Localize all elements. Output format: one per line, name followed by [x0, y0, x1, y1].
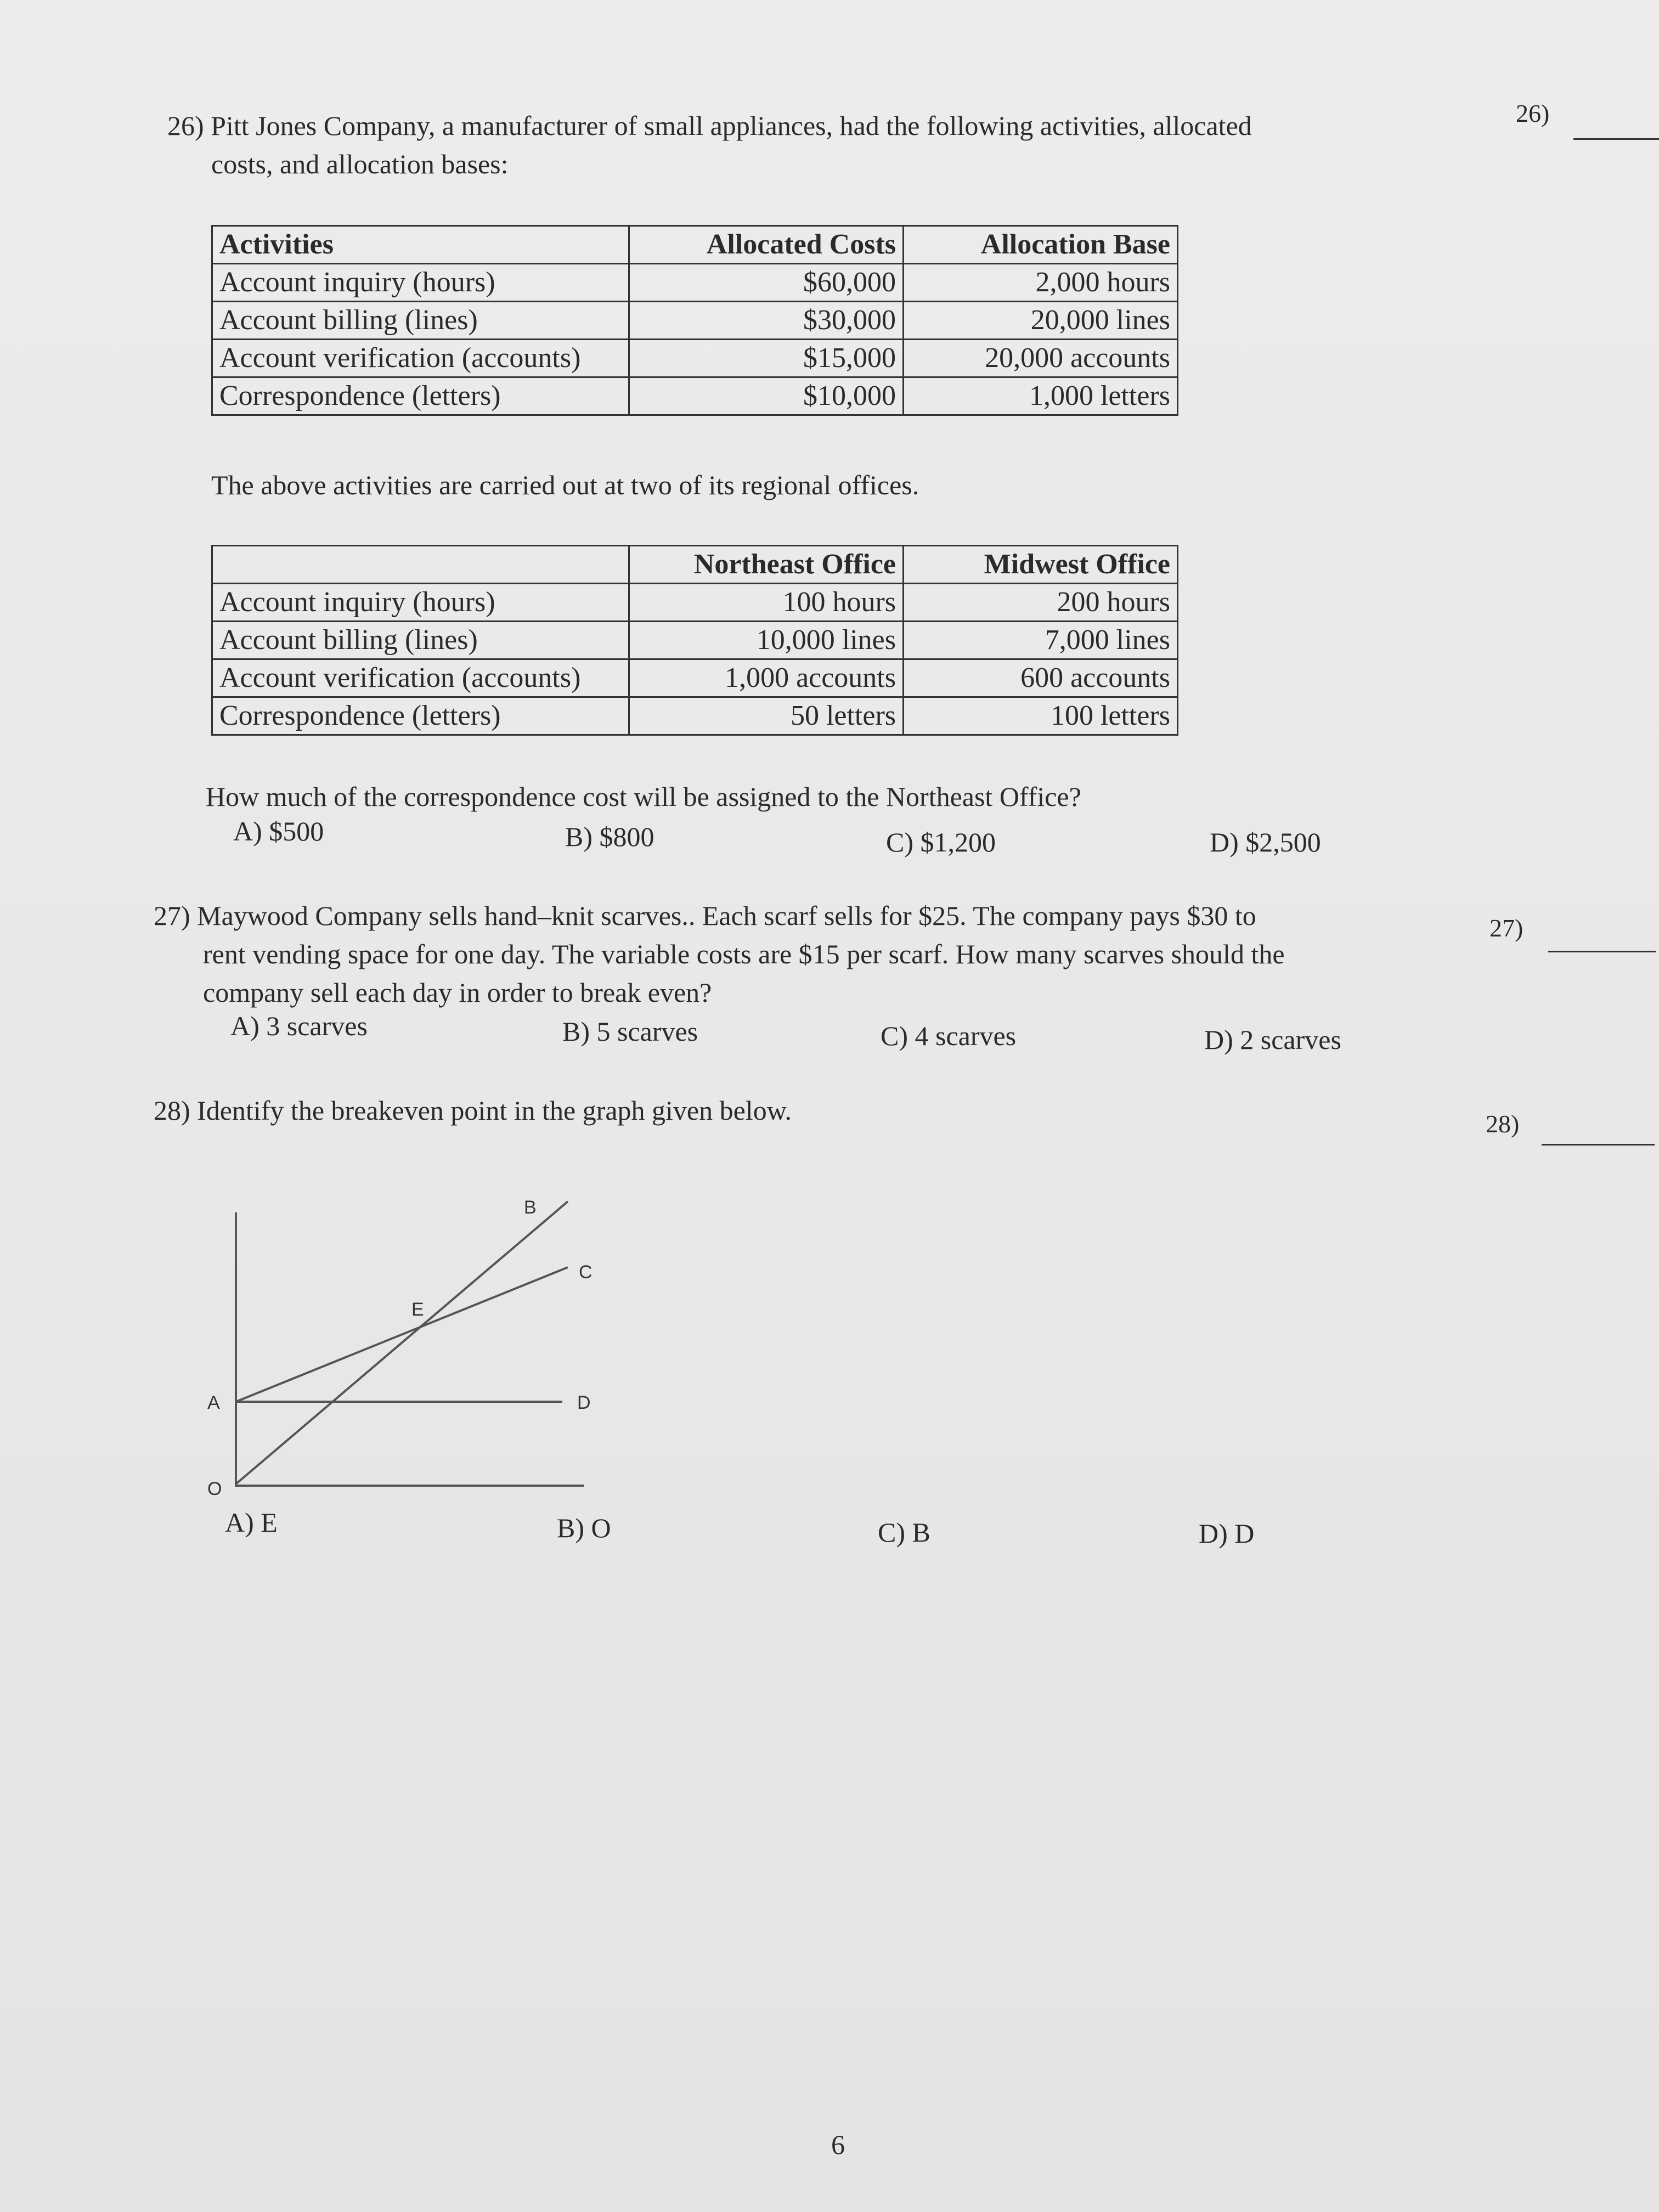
table-cell: 20,000 lines — [904, 302, 1178, 340]
q26-text-line1: 26) Pitt Jones Company, a manufacturer of small appliances, had the following activities, allocated — [167, 110, 1252, 141]
q27-choice-d[interactable]: D) 2 scarves — [1204, 1024, 1341, 1055]
table-cell: 50 letters — [629, 697, 904, 735]
table-header-cell: Northeast Office — [629, 546, 904, 584]
graph-line-ac — [236, 1267, 568, 1402]
table-cell: $60,000 — [629, 264, 904, 302]
table-cell: 200 hours — [904, 584, 1178, 622]
table-cell: Account inquiry (hours) — [212, 264, 629, 302]
table-cell: 100 hours — [629, 584, 904, 622]
table-cell: 10,000 lines — [629, 622, 904, 659]
q26-choice-b[interactable]: B) $800 — [565, 821, 654, 852]
table-header-cell: Midwest Office — [904, 546, 1178, 584]
table-header-cell: Allocated Costs — [629, 226, 904, 264]
table-cell: Account billing (lines) — [212, 622, 629, 659]
table-cell: Account verification (accounts) — [212, 659, 629, 697]
q27-choice-b[interactable]: B) 5 scarves — [562, 1016, 698, 1047]
graph-line-ob — [236, 1201, 568, 1484]
q26-between-text: The above activities are carried out at two of its regional offices. — [211, 470, 919, 500]
q26-choice-c[interactable]: C) $1,200 — [886, 827, 996, 857]
table-cell: $15,000 — [629, 340, 904, 377]
graph-label-d: D — [577, 1392, 591, 1413]
q27-choice-a[interactable]: A) 3 scarves — [230, 1011, 368, 1041]
table-cell: $30,000 — [629, 302, 904, 340]
graph-label-c: C — [579, 1262, 592, 1283]
table-header-cell: Activities — [212, 226, 629, 264]
table-cell: 20,000 accounts — [904, 340, 1178, 377]
table-cell: 2,000 hours — [904, 264, 1178, 302]
q27-right-number: 27) — [1489, 914, 1523, 942]
q26-choice-d[interactable]: D) $2,500 — [1210, 827, 1321, 857]
q28-right-number: 28) — [1486, 1110, 1520, 1138]
table-cell: Correspondence (letters) — [212, 377, 629, 415]
page-number: 6 — [831, 2129, 845, 2160]
graph-label-e: E — [411, 1299, 424, 1320]
table-cell: 1,000 accounts — [629, 659, 904, 697]
table-cell: 7,000 lines — [904, 622, 1178, 659]
q26-right-number: 26) — [1516, 99, 1550, 127]
q27-text-line1: 27) Maywood Company sells hand–knit scarves.. Each scarf sells for $25. The company pays $30 to — [154, 900, 1256, 931]
table-cell: Account verification (accounts) — [212, 340, 629, 377]
q26-text-line2: costs, and allocation bases: — [211, 149, 509, 179]
graph-label-b: B — [524, 1197, 537, 1218]
table-cell: Account billing (lines) — [212, 302, 629, 340]
table-header-cell: Allocation Base — [904, 226, 1178, 264]
graph-label-a: A — [207, 1392, 220, 1413]
q27-text-line3: company sell each day in order to break even? — [203, 977, 712, 1008]
q28-choice-d[interactable]: D) D — [1199, 1518, 1255, 1549]
graph-label-o: O — [207, 1479, 222, 1499]
q26-question: How much of the correspondence cost will be assigned to the Northeast Office? — [206, 781, 1081, 812]
table-cell: 600 accounts — [904, 659, 1178, 697]
table-cell: Correspondence (letters) — [212, 697, 629, 735]
q28-choice-b[interactable]: B) O — [557, 1513, 611, 1543]
table-cell: Account inquiry (hours) — [212, 584, 629, 622]
q27-text-line2: rent vending space for one day. The variable costs are $15 per scarf. How many scarves should the — [203, 939, 1285, 969]
q27-choice-c[interactable]: C) 4 scarves — [881, 1020, 1017, 1051]
q28-choice-c[interactable]: C) B — [878, 1517, 930, 1548]
table-cell: 100 letters — [904, 697, 1178, 735]
q26-choice-a[interactable]: A) $500 — [233, 816, 324, 847]
table-cell: $10,000 — [629, 377, 904, 415]
q28-text: 28) Identify the breakeven point in the graph given below. — [154, 1095, 792, 1126]
table-cell: 1,000 letters — [904, 377, 1178, 415]
q28-choice-a[interactable]: A) E — [225, 1507, 278, 1538]
